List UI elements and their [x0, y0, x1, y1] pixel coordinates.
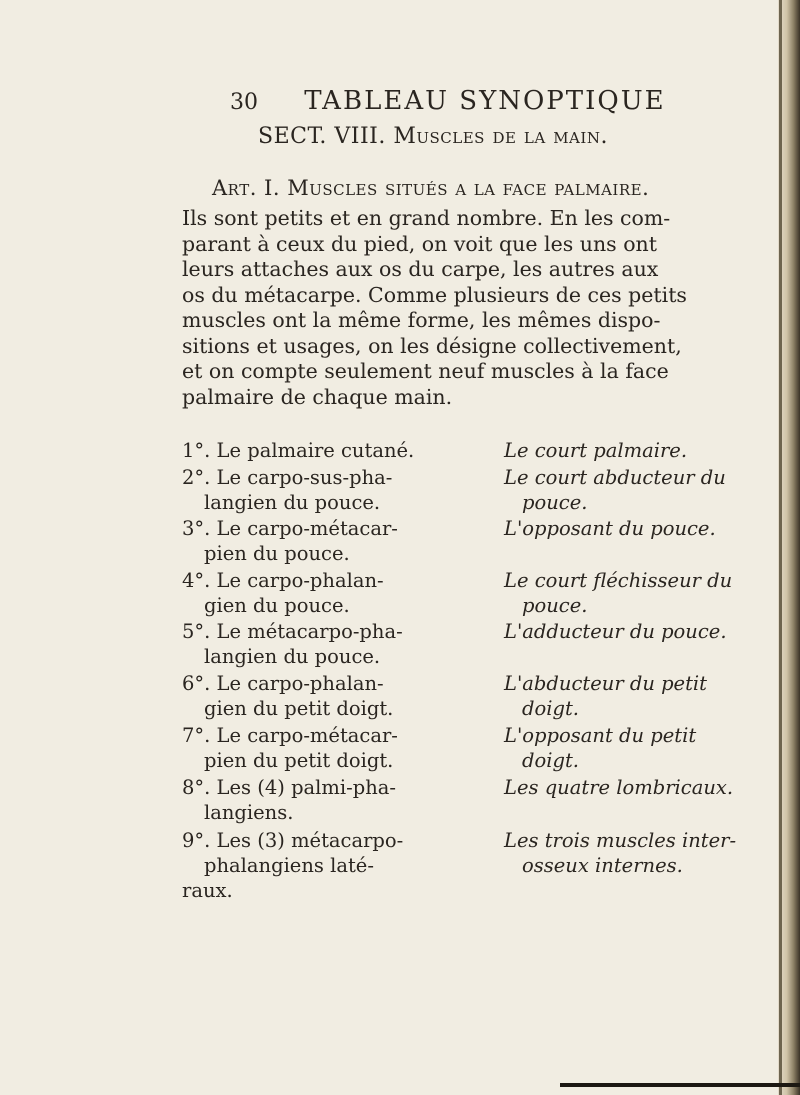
muscle-description: [182, 775, 482, 825]
muscle-name-line: Les quatre lombricaux.: [504, 776, 734, 799]
muscle-name: [504, 828, 764, 878]
muscle-desc-line: phalangiens laté-: [204, 854, 374, 877]
article-heading: Art. I. Muscles situés a la face palmaire.: [212, 176, 650, 200]
intro-line: parant à ceux du pied, on voit que les uns ont: [182, 231, 657, 256]
muscle-desc-line: 8°. Les (4) palmi-pha-: [182, 776, 396, 799]
muscle-name: [504, 568, 764, 618]
muscle-name-line: doigt.: [522, 749, 579, 772]
muscle-name: [504, 619, 764, 644]
muscle-name-line: doigt.: [522, 697, 579, 720]
section-heading: [258, 124, 608, 149]
intro-line: os du métacarpe. Comme plusieurs de ces petits: [182, 282, 687, 307]
section-title: Muscles de la main.: [393, 124, 608, 149]
muscle-desc-line: 1°. Le palmaire cutané.: [182, 439, 415, 462]
page-edge-shadow: [779, 0, 782, 1095]
muscle-description: [182, 516, 482, 566]
intro-line: leurs attaches aux os du carpe, les autres aux: [182, 257, 659, 281]
muscle-desc-line: 2°. Le carpo-sus-pha-: [182, 466, 393, 489]
muscle-description: [182, 619, 482, 669]
muscle-description: [182, 568, 482, 618]
muscle-desc-line: pien du pouce.: [204, 542, 350, 565]
intro-line: muscles ont la même forme, les mêmes dispo-: [182, 308, 661, 332]
intro-line: Ils sont petits et en grand nombre. En les com-: [182, 206, 671, 230]
page-title: TABLEAU SYNOPTIQUE: [304, 86, 666, 116]
muscle-description: [182, 828, 482, 903]
muscle-name-line: L'opposant du pouce.: [504, 517, 716, 540]
muscle-name-line: L'opposant du petit: [504, 724, 697, 747]
muscle-description: [182, 438, 482, 463]
muscle-name-line: L'adducteur du pouce.: [504, 620, 727, 643]
page-bottom-rule: [560, 1083, 800, 1087]
muscle-description: [182, 465, 482, 515]
intro-paragraph: [182, 206, 702, 410]
muscle-description: [182, 671, 482, 721]
muscle-desc-line: 6°. Le carpo-phalan-: [182, 672, 384, 695]
muscle-desc-line: raux.: [182, 879, 233, 902]
muscle-desc-line: 7°. Le carpo-métacar-: [182, 724, 398, 747]
muscle-desc-line: langien du pouce.: [204, 491, 381, 514]
muscle-desc-line: 5°. Le métacarpo-pha-: [182, 620, 403, 643]
muscle-name-line: Le court palmaire.: [504, 439, 688, 462]
section-prefix: SECT. VIII.: [258, 124, 386, 149]
muscle-name-line: pouce.: [522, 594, 588, 617]
muscle-name: [504, 465, 764, 515]
running-header: [230, 86, 690, 116]
muscle-name: [504, 438, 764, 463]
muscle-name: [504, 671, 764, 721]
muscle-name: [504, 723, 764, 773]
intro-line: et on compte seulement neuf muscles à la face: [182, 359, 669, 383]
muscle-desc-line: 3°. Le carpo-métacar-: [182, 517, 398, 540]
muscle-desc-line: 9°. Les (3) métacarpo-: [182, 829, 404, 852]
intro-line: sitions et usages, on les désigne collectivement,: [182, 333, 682, 358]
muscle-name-line: Le court fléchisseur du: [504, 569, 733, 592]
muscle-desc-line: langiens.: [204, 801, 294, 824]
muscle-name: [504, 775, 764, 800]
muscle-desc-line: 4°. Le carpo-phalan-: [182, 569, 384, 592]
muscle-desc-line: pien du petit doigt.: [204, 749, 394, 772]
page-number: 30: [230, 90, 258, 115]
muscle-name-line: L'abducteur du petit: [504, 672, 708, 695]
intro-line: palmaire de chaque main.: [182, 384, 453, 409]
muscle-name-line: Le court abducteur du: [504, 466, 726, 489]
muscle-desc-line: gien du petit doigt.: [204, 697, 394, 720]
muscle-name-line: Les trois muscles inter-: [504, 829, 737, 852]
muscle-name: [504, 516, 764, 541]
muscle-name-line: pouce.: [522, 491, 588, 514]
muscle-desc-line: gien du pouce.: [204, 594, 350, 617]
muscle-desc-line: langien du pouce.: [204, 645, 381, 668]
muscle-name-line: osseux internes.: [522, 854, 683, 877]
muscle-description: [182, 723, 482, 773]
